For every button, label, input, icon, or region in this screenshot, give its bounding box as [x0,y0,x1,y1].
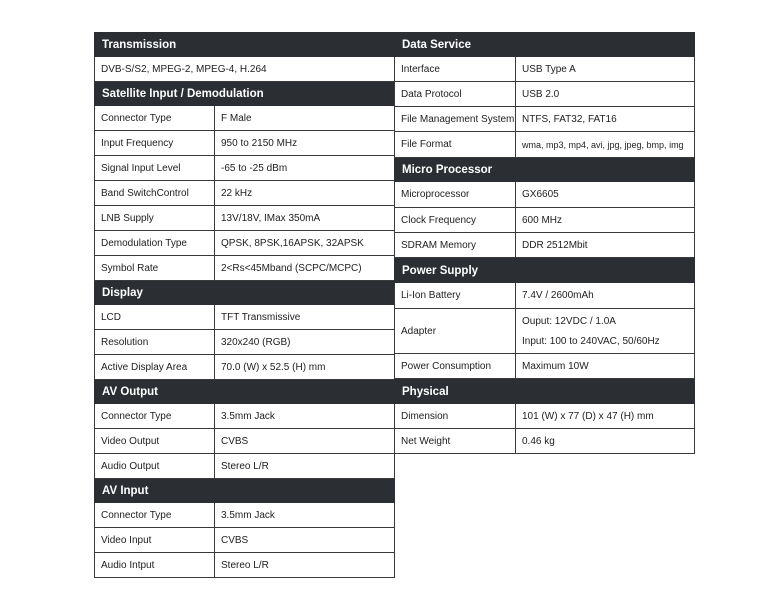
spec-label: Signal Input Level [95,156,215,180]
spec-value: 0.46 kg [522,435,555,447]
adapter-input: Input: 100 to 240VAC, 50/60Hz [522,335,660,347]
spec-label: Connector Type [95,404,215,428]
section-header-data-service: Data Service [394,32,695,57]
section-header-av-output: AV Output [94,380,395,404]
spec-row [94,429,395,454]
section-header-transmission: Transmission [94,32,395,57]
spec-row [394,283,695,309]
spec-value: Maximum 10W [522,360,589,372]
spec-row [94,231,395,256]
spec-row [94,355,395,380]
spec-row [94,553,395,578]
spec-row [394,354,695,379]
spec-row [394,182,695,208]
spec-label: Li-Ion Battery [395,283,516,308]
spec-label: Symbol Rate [95,256,215,280]
left-spec-column [94,32,395,578]
spec-value: 101 (W) x 77 (D) x 47 (H) mm [522,410,654,422]
spec-value: CVBS [221,435,249,447]
spec-row-adapter [394,309,695,354]
section-header-display: Display [94,281,395,305]
spec-label: File Format [395,132,516,157]
spec-label: LCD [95,305,215,329]
spec-value: 950 to 2150 MHz [221,137,298,149]
section-header-micro-processor: Micro Processor [394,158,695,182]
spec-row [94,454,395,479]
spec-label: Video Output [95,429,215,453]
spec-row [94,131,395,156]
spec-value: wma, mp3, mp4, avi, jpg, jpeg, bmp, img [522,139,684,150]
section-header-av-input: AV Input [94,479,395,503]
spec-value: CVBS [221,534,249,546]
spec-value: USB Type A [522,63,576,75]
spec-label: Data Protocol [395,82,516,106]
spec-label: Input Frequency [95,131,215,155]
spec-value: Stereo L/R [221,460,269,472]
spec-value: 320x240 (RGB) [221,336,291,348]
section-header-satellite: Satellite Input / Demodulation [94,82,395,106]
spec-label: Clock Frequency [395,208,516,232]
spec-value: -65 to -25 dBm [221,162,288,174]
spec-label: Net Weight [395,429,516,453]
spec-label: Band SwitchControl [95,181,215,205]
spec-row [94,528,395,553]
section-header-physical: Physical [394,379,695,404]
spec-value: DVB-S/S2, MPEG-2, MPEG-4, H.264 [101,63,267,75]
spec-row [94,156,395,181]
spec-row [394,233,695,258]
right-spec-column [394,32,695,454]
spec-label: Adapter [395,309,516,353]
spec-label: Microprocessor [395,182,516,207]
spec-value: TFT Transmissive [221,311,301,323]
spec-value: QPSK, 8PSK,16APSK, 32APSK [221,237,364,249]
spec-row [394,107,695,132]
spec-row [94,330,395,355]
spec-value [516,309,694,353]
spec-value: 70.0 (W) x 52.5 (H) mm [221,361,326,373]
spec-row [94,305,395,330]
spec-value: USB 2.0 [522,88,560,100]
spec-row [94,503,395,528]
spec-row [394,82,695,107]
spec-label: Connector Type [95,503,215,527]
spec-value: 22 kHz [221,187,253,199]
spec-row [94,256,395,281]
spec-label: Active Display Area [95,355,215,379]
spec-row [94,404,395,429]
spec-value: F Male [221,112,252,124]
spec-label: Audio Output [95,454,215,478]
spec-row-transmission [94,57,395,82]
spec-label: Resolution [95,330,215,354]
spec-value: 3.5mm Jack [221,509,275,521]
spec-row [394,208,695,233]
spec-row [394,404,695,429]
spec-row [94,106,395,131]
spec-row [394,429,695,454]
spec-label: Demodulation Type [95,231,215,255]
adapter-output: Ouput: 12VDC / 1.0A [522,315,616,327]
spec-label: Connector Type [95,106,215,130]
spec-value: DDR 2512Mbit [522,239,588,251]
spec-label: LNB Supply [95,206,215,230]
spec-value: 7.4V / 2600mAh [522,290,594,301]
spec-label: Audio Intput [95,553,215,577]
spec-row [94,181,395,206]
spec-value: NTFS, FAT32, FAT16 [522,113,617,125]
spec-row [394,57,695,82]
spec-value: 600 MHz [522,214,563,226]
spec-label: Video Input [95,528,215,552]
spec-value: GX6605 [522,189,559,200]
spec-label: Dimension [395,404,516,428]
spec-value: 2<Rs<45Mband (SCPC/MCPC) [221,262,362,274]
spec-label: File Management System [395,107,516,131]
spec-label: SDRAM Memory [395,233,516,257]
spec-value: Stereo L/R [221,559,269,571]
spec-value: 3.5mm Jack [221,410,275,422]
spec-row [394,132,695,158]
spec-row [94,206,395,231]
spec-value: 13V/18V, IMax 350mA [221,212,321,224]
spec-label: Power Consumption [395,354,516,378]
section-header-power-supply: Power Supply [394,258,695,283]
spec-label: Interface [395,57,516,81]
